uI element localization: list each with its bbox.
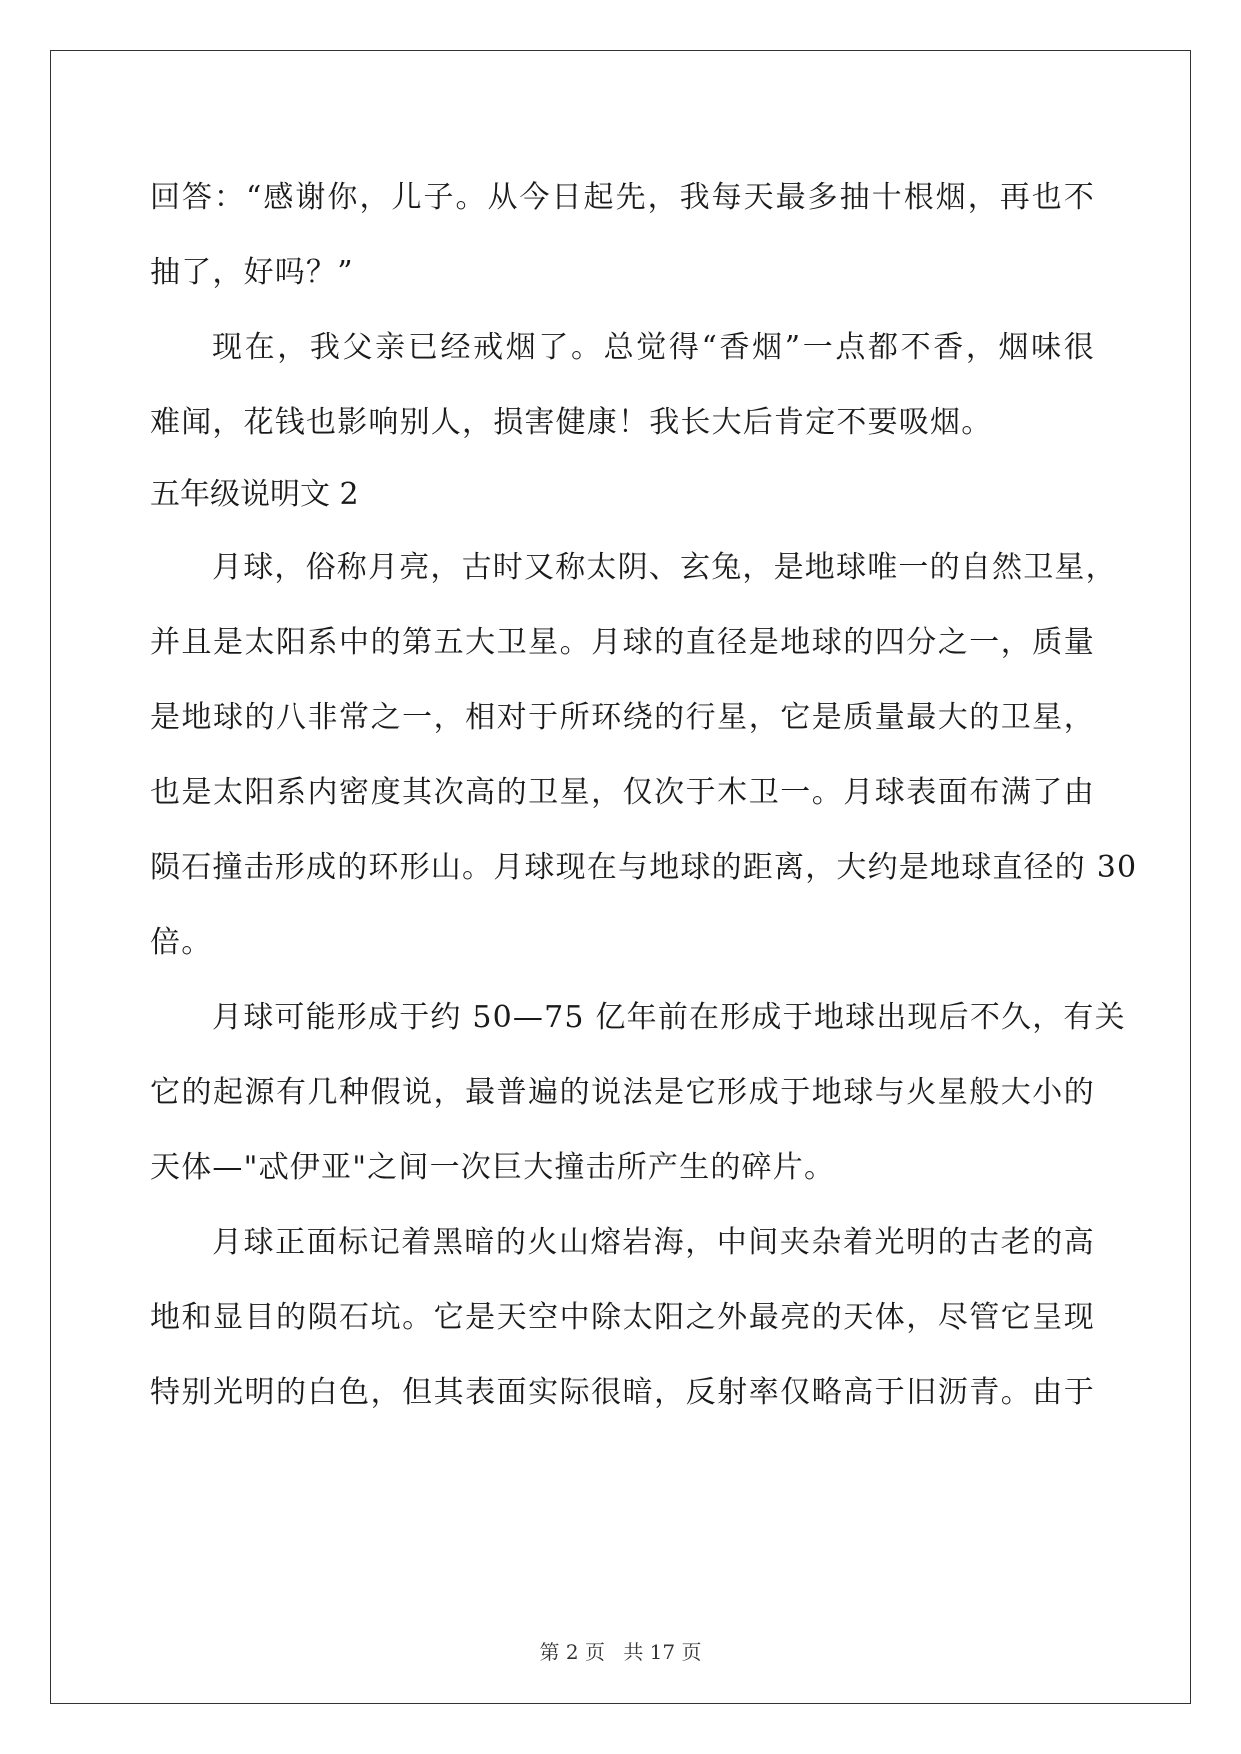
paragraph-line: 抽了，好吗？”	[150, 255, 354, 290]
paragraph-line: 天体—"忒伊亚"之间一次巨大撞击所产生的碎片。	[150, 1150, 836, 1185]
paragraph-line: 它的起源有几种假说，最普遍的说法是它形成于地球与火星般大小的	[150, 1075, 1095, 1110]
paragraph-line: 也是太阳系内密度其次高的卫星，仅次于木卫一。月球表面布满了由	[150, 775, 1095, 810]
paragraph-line: 难闻，花钱也影响别人，损害健康！我长大后肯定不要吸烟。	[150, 405, 993, 440]
paragraph-line: 特别光明的白色，但其表面实际很暗，反射率仅略高于旧沥青。由于	[150, 1375, 1095, 1410]
paragraph-line: 回答：“感谢你，儿子。从今日起先，我每天最多抽十根烟，再也不	[150, 180, 1095, 215]
paragraph-line: 并且是太阳系中的第五大卫星。月球的直径是地球的四分之一，质量	[150, 625, 1095, 660]
paragraph-line: 是地球的八非常之一，相对于所环绕的行星，它是质量最大的卫星，	[150, 700, 1095, 735]
paragraph-line: 月球正面标记着黑暗的火山熔岩海，中间夹杂着光明的古老的高	[212, 1225, 1095, 1260]
page-total: 共 17 页	[623, 1640, 702, 1664]
paragraph-line: 地和显目的陨石坑。它是天空中除太阳之外最亮的天体，尽管它呈现	[150, 1300, 1095, 1335]
paragraph-line: 月球，俗称月亮，古时又称太阴、玄兔，是地球唯一的自然卫星，	[212, 550, 1117, 585]
document-body	[150, 160, 1138, 1430]
paragraph-line: 倍。	[150, 925, 213, 960]
page-footer	[0, 1636, 1241, 1665]
section-heading: 五年级说明文 2	[150, 477, 359, 512]
paragraph-line: 现在，我父亲已经戒烟了。总觉得“香烟”一点都不香，烟味很	[212, 330, 1095, 365]
paragraph-line: 陨石撞击形成的环形山。月球现在与地球的距离，大约是地球直径的 30	[150, 850, 1138, 885]
paragraph-line: 月球可能形成于约 50—75 亿年前在形成于地球出现后不久，有关	[212, 1000, 1126, 1035]
page-number: 第 2 页	[539, 1640, 605, 1664]
